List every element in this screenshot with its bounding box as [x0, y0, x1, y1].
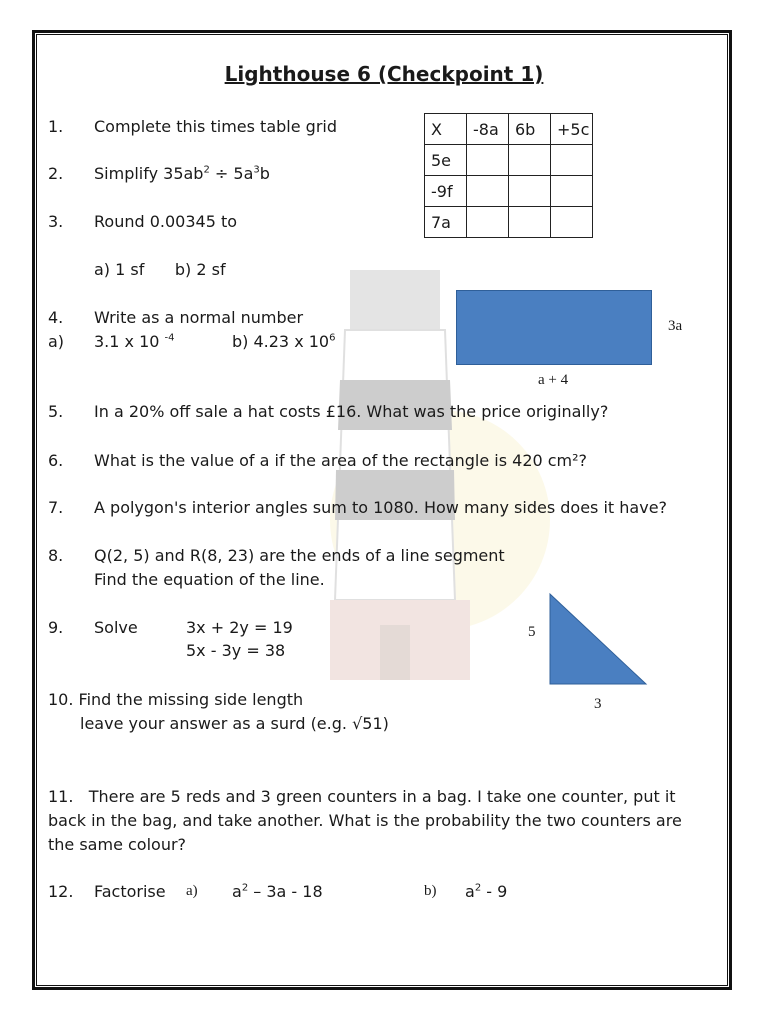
triangle-side-label: 5 [528, 624, 536, 640]
grid-row3-label: 7a [425, 207, 467, 238]
grid-row2-label: -9f [425, 176, 467, 207]
q7-text: A polygon's interior angles sum to 1080. How many sides does it have? [94, 498, 668, 517]
times-table-grid [424, 113, 593, 238]
rectangle-side-label: 3a [668, 318, 683, 334]
q4a-text: 3.1 x 10 $^{-4}$ [94, 332, 175, 351]
q3-number: 3. [48, 212, 64, 231]
q5-text: In a 20% off sale a hat costs £16. What was the price originally? [94, 402, 609, 421]
q2-number: 2. [48, 164, 64, 183]
q8-number: 8. [48, 546, 64, 565]
q10-line1: 10. Find the missing side length [48, 690, 304, 709]
grid-header-x: X [425, 114, 467, 145]
q4b-text: b) 4.23 x $10^6$ [232, 332, 336, 351]
q10-line2: leave your answer as a surd (e.g. √51) [80, 714, 389, 733]
q8-line2: Find the equation of the line. [94, 570, 325, 589]
q11-line1: 11. There are 5 reds and 3 green counters in a bag. I take one counter, put it [48, 787, 676, 806]
q7-number: 7. [48, 498, 64, 517]
q11-line3: the same colour? [48, 835, 187, 854]
q5-number: 5. [48, 402, 64, 421]
grid-cell[interactable] [551, 207, 593, 238]
q2-text: Simplify $35ab^2 \div 5a^3b$ [94, 164, 270, 183]
q4a-label: a) [48, 332, 65, 351]
q12a-text: $a^2 - 3a - 18$ [232, 882, 323, 901]
q12b-text: $a^2 - 9$ [465, 882, 508, 901]
grid-header-col1: -8a [467, 114, 509, 145]
q9-equation1: 3x + 2y = 19 [186, 618, 293, 637]
grid-cell[interactable] [551, 145, 593, 176]
rectangle-bottom-label: a + 4 [538, 372, 569, 388]
q12-label: Factorise [94, 882, 166, 901]
q11-line2: back in the bag, and take another. What is the probability the two counters are [48, 811, 682, 830]
q3-parts: a) 1 sf b) 2 sf [94, 260, 226, 279]
q4-number: 4. [48, 308, 64, 327]
q12b-label: b) [424, 883, 437, 899]
grid-row1-label: 5e [425, 145, 467, 176]
grid-cell[interactable] [509, 145, 551, 176]
q9-number: 9. [48, 618, 64, 637]
q6-number: 6. [48, 451, 64, 470]
q3-text: Round 0.00345 to [94, 212, 238, 231]
q12-number: 12. [48, 882, 74, 901]
q6-text: What is the value of a if the area of the rectangle is 420 cm²? [94, 451, 588, 470]
grid-cell[interactable] [509, 176, 551, 207]
grid-cell[interactable] [551, 176, 593, 207]
page-title: Lighthouse 6 (Checkpoint 1) [224, 62, 544, 86]
q4-text: Write as a normal number [94, 308, 304, 327]
grid-cell[interactable] [467, 145, 509, 176]
triangle-bottom-label: 3 [594, 696, 602, 712]
q9-equation2: 5x - 3y = 38 [186, 641, 286, 660]
q8-line1: Q(2, 5) and R(8, 23) are the ends of a line segment [94, 546, 505, 565]
grid-cell[interactable] [467, 176, 509, 207]
grid-cell[interactable] [509, 207, 551, 238]
q1-text: Complete this times table grid [94, 117, 337, 136]
grid-cell[interactable] [467, 207, 509, 238]
grid-header-col2: 6b [509, 114, 551, 145]
q1-number: 1. [48, 117, 64, 136]
rectangle-shape [456, 290, 652, 365]
triangle-shape [548, 592, 648, 686]
q9-label: Solve [94, 618, 138, 637]
grid-header-col3: +5c [551, 114, 593, 145]
q12a-label: a) [186, 883, 198, 899]
